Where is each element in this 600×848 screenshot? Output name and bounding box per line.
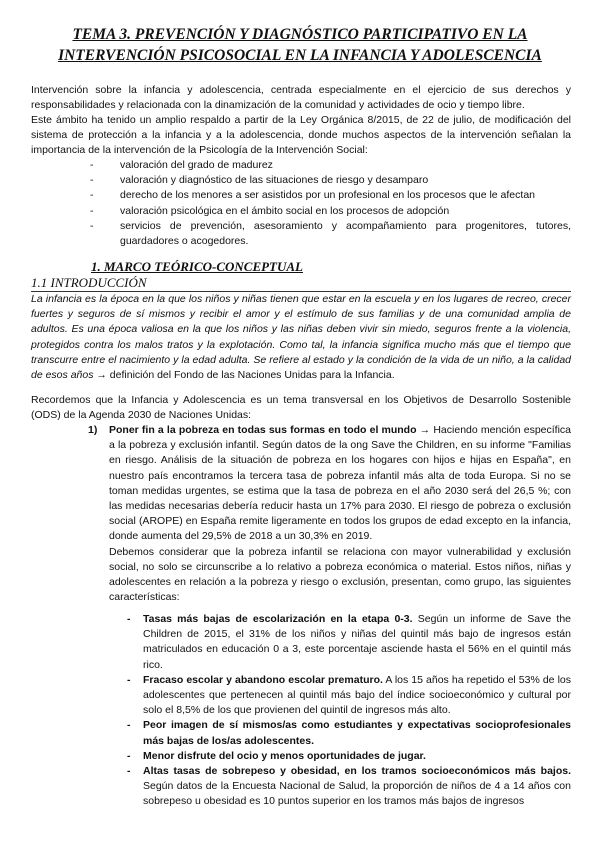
intervention-list [90, 158, 571, 249]
ods-item-1 [88, 423, 571, 605]
paragraph-intro: Intervención sobre la infancia y adolescencia, centrada especialmente en el ejercicio de sus derechos y responsabilidades y relacionada con la dinamización de la comunidad y actividades de ocio y tiempo libre. [31, 84, 571, 112]
list-item: - valoración psicológica en el ámbito social en los procesos de adopción [90, 204, 450, 217]
section-heading: 1. MARCO TEÓRICO-CONCEPTUAL [91, 259, 303, 274]
ods-paragraph-2: Debemos considerar que la pobreza infantil se relaciona con mayor vulnerabilidad y exclusión social, no solo se circunscribe a lo relativo a pobreza económica o material. Estos niños, niñas y adolescentes en relación a la pobreza y riesgo o exclusión, presentan, como grupo, las siguientes características: [109, 545, 571, 604]
characteristics-list [127, 612, 571, 810]
list-item: - Fracaso escolar y abandono escolar prematuro. A los 15 años ha repetido el 53% de los adolescentes que pertenecen al quintil más bajo del índice socioeconómico y cultural por solo el 8,5% de los que provienen del quintil de ingresos más alto. [127, 673, 571, 717]
definition-quote: La infancia es la época en la que los niños y niñas tienen que estar en la escuela y en los lugares de recreo, crecer fuertes y seguros de sí mismos y recibir el amor y el estímulo de sus familias y de una comunidad amplia de adultos. Es una época valiosa en la que los niños y las niñas deben vivir sin miedo, seguros frente a la violencia, protegidos contra los malos tratos y la explotación. Como tal, la infancia significa mucho más que el tiempo que transcurre entre el nacimiento y la edad adulta. Se refiere al estado y la condición de la vida de un niño, a la calidad de esos años [31, 293, 571, 382]
list-item: - Peor imagen de sí mismos/as como estudiantes y expectativas socioprofesionales más bajas de los/as adolescentes. [127, 719, 571, 747]
definition-source: → definición del Fondo de las Naciones Unidas para la Infancia. [93, 369, 395, 382]
title-line-2: INTERVENCIÓN PSICOSOCIAL EN LA INFANCIA Y ADOLESCENCIA [58, 47, 542, 64]
paragraph-ods: Recordemos que la Infancia y Adolescencia es un tema transversal en los Objetivos de Desarrollo Sostenible (ODS) de la Agenda 2030 de Naciones Unidas: [31, 394, 571, 422]
list-item: - derecho de los menores a ser asistidos por un profesional en los procesos que le afectan [90, 189, 535, 202]
infancia-definition [31, 292, 571, 383]
document-title [40, 24, 560, 66]
subsection-heading: 1.1 INTRODUCCIÓN [31, 275, 147, 290]
ods-paragraph-1: Poner fin a la pobreza en todas sus formas en todo el mundo → Haciendo mención específica a la pobreza y exclusión infantil. Según datos de la ong Save the Children, en su informe "Familias en riesgo. Análisis de la situación de pobreza en los hogares con hijos e hijas en España", en nuestro país encontramos la tercera tasa de pobreza infantil más alta de toda Europa. Si no se toman medidas urgentes, se estima que la tasa de pobreza en el año 2030 será del 26,5 %; con las medidas necesarias debería reducir hasta un 17% para 2030. El riesgo de pobreza o exclusión social (AROPE) en España remite ligeramente en todos los grupos de edad excepto en la infancia, donde aumenta del 29,5% de 2018 a un 30,3% en 2019. [109, 424, 571, 543]
ods-number: 1) [88, 424, 98, 436]
list-item: - valoración y diagnóstico de las situaciones de riesgo y desamparo [90, 174, 429, 187]
ods-goal: Poner fin a la pobreza en todas sus formas en todo el mundo [109, 424, 417, 436]
title-line-1: TEMA 3. PREVENCIÓN Y DIAGNÓSTICO PARTICIPATIVO EN LA [72, 26, 528, 43]
list-item: - servicios de prevención, asesoramiento y acompañamiento para progenitores, tutores, guardadores o acogedores. [90, 219, 571, 248]
list-item: - Menor disfrute del ocio y menos oportunidades de jugar. [127, 749, 426, 762]
list-item: - Altas tasas de sobrepeso y obesidad, en los tramos socioeconómicos más bajos. Según datos de la Encuesta Nacional de Salud, la proporción de niños de 4 a 14 años con sobrepeso u obesidad es 10 puntos superior en los tramos más bajos de ingresos [127, 765, 571, 808]
list-item: - valoración del grado de madurez [90, 159, 273, 171]
list-item: - Tasas más bajas de escolarización en la etapa 0-3. Según un informe de Save the Children de 2015, el 31% de los niños y niñas del quintil más bajo de ingresos están matriculados en educación 0 a 3, este porcentaje asciende hasta el 56% en el quintil más rico. [127, 613, 572, 671]
paragraph-ley: Este ámbito ha tenido un amplio respaldo a partir de la Ley Orgánica 8/2015, de 22 de julio, de modificación del sistema de protección a la infancia y a la adolescencia, donde muchos aspectos de la intervención señalan la importancia de la intervención de la Psicología de la Intervención Social: [31, 114, 571, 157]
